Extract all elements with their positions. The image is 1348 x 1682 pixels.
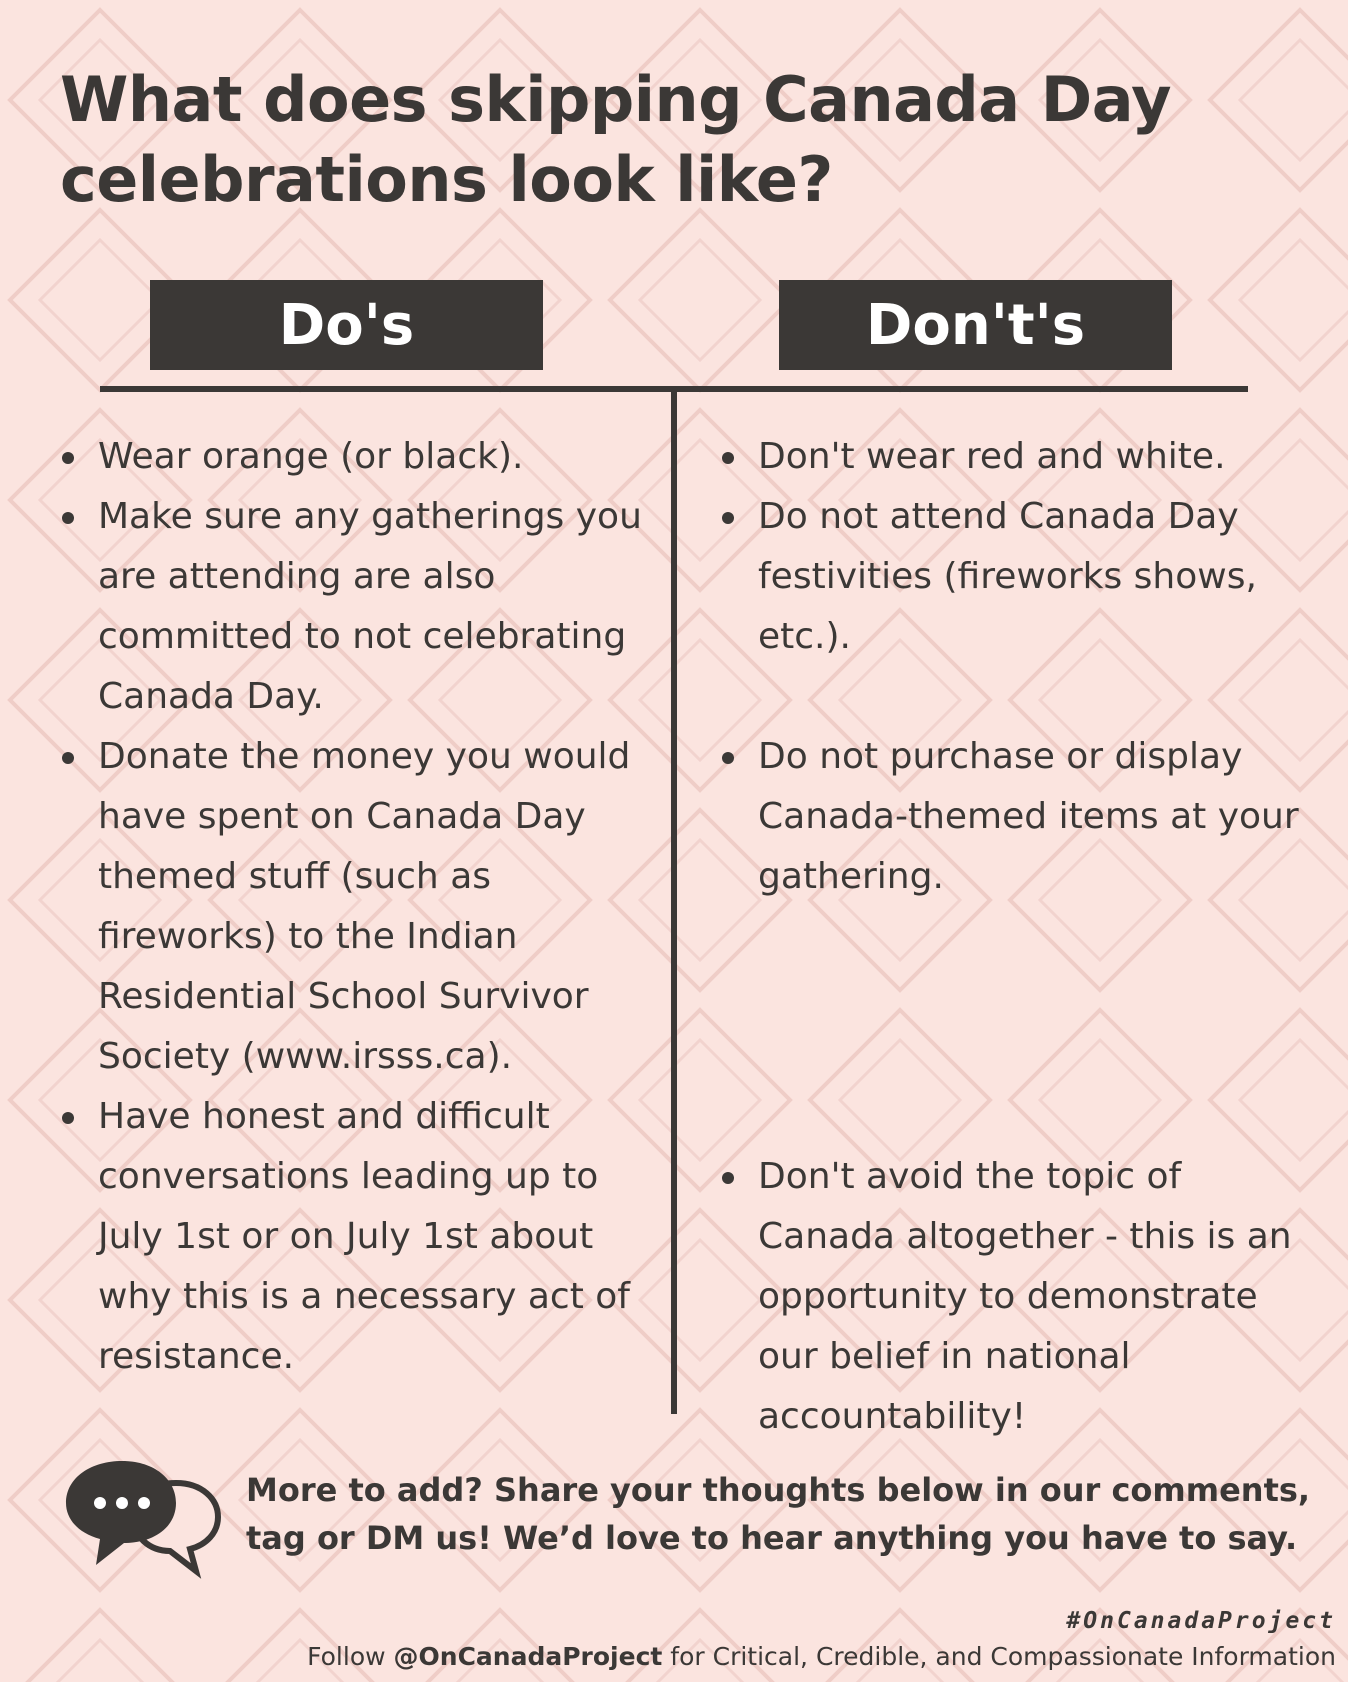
footer-handle[interactable]: @OnCanadaProject [393, 1642, 663, 1671]
call-to-action: More to add? Share your thoughts below in our comments, tag or DM us! We’d love to hear anything you have to say. [246, 1471, 1311, 1557]
list-item: Have honest and difficult conversations leading up to July 1st or on July 1st about why this is a necessary act of resistance. [60, 1087, 660, 1387]
footer-suffix: for Critical, Credible, and Compassionate Information [662, 1642, 1336, 1671]
dos-list [60, 427, 660, 1387]
page-title: What does skipping Canada Day celebrations look like? [60, 63, 1172, 216]
list-item: Do not purchase or display Canada-themed items at your gathering. [720, 727, 1320, 907]
list-item: Do not attend Canada Day festivities (fireworks shows, etc.). [720, 487, 1320, 667]
vertical-divider [671, 390, 677, 1414]
list-item: Donate the money you would have spent on Canada Day themed stuff (such as fireworks) to the Indian Residential School Survivor Society (www.irsss.ca). [60, 727, 660, 1087]
dos-header: Do's [150, 280, 543, 370]
list-item: Wear orange (or black). [60, 427, 660, 487]
donts-list [720, 427, 1320, 1447]
list-item: Make sure any gatherings you are attending are also committed to not celebrating Canada Day. [60, 487, 660, 727]
footer-prefix: Follow [307, 1642, 394, 1671]
list-item: Don't avoid the topic of Canada altogether - this is an opportunity to demonstrate our belief in national accountability! [720, 1147, 1320, 1447]
chat-bubbles-icon [62, 1455, 222, 1585]
hashtag: #OnCanadaProject [1066, 1608, 1336, 1634]
donts-header: Don't's [779, 280, 1172, 370]
list-item: Don't wear red and white. [720, 427, 1320, 487]
footer-follow [307, 1642, 1336, 1671]
